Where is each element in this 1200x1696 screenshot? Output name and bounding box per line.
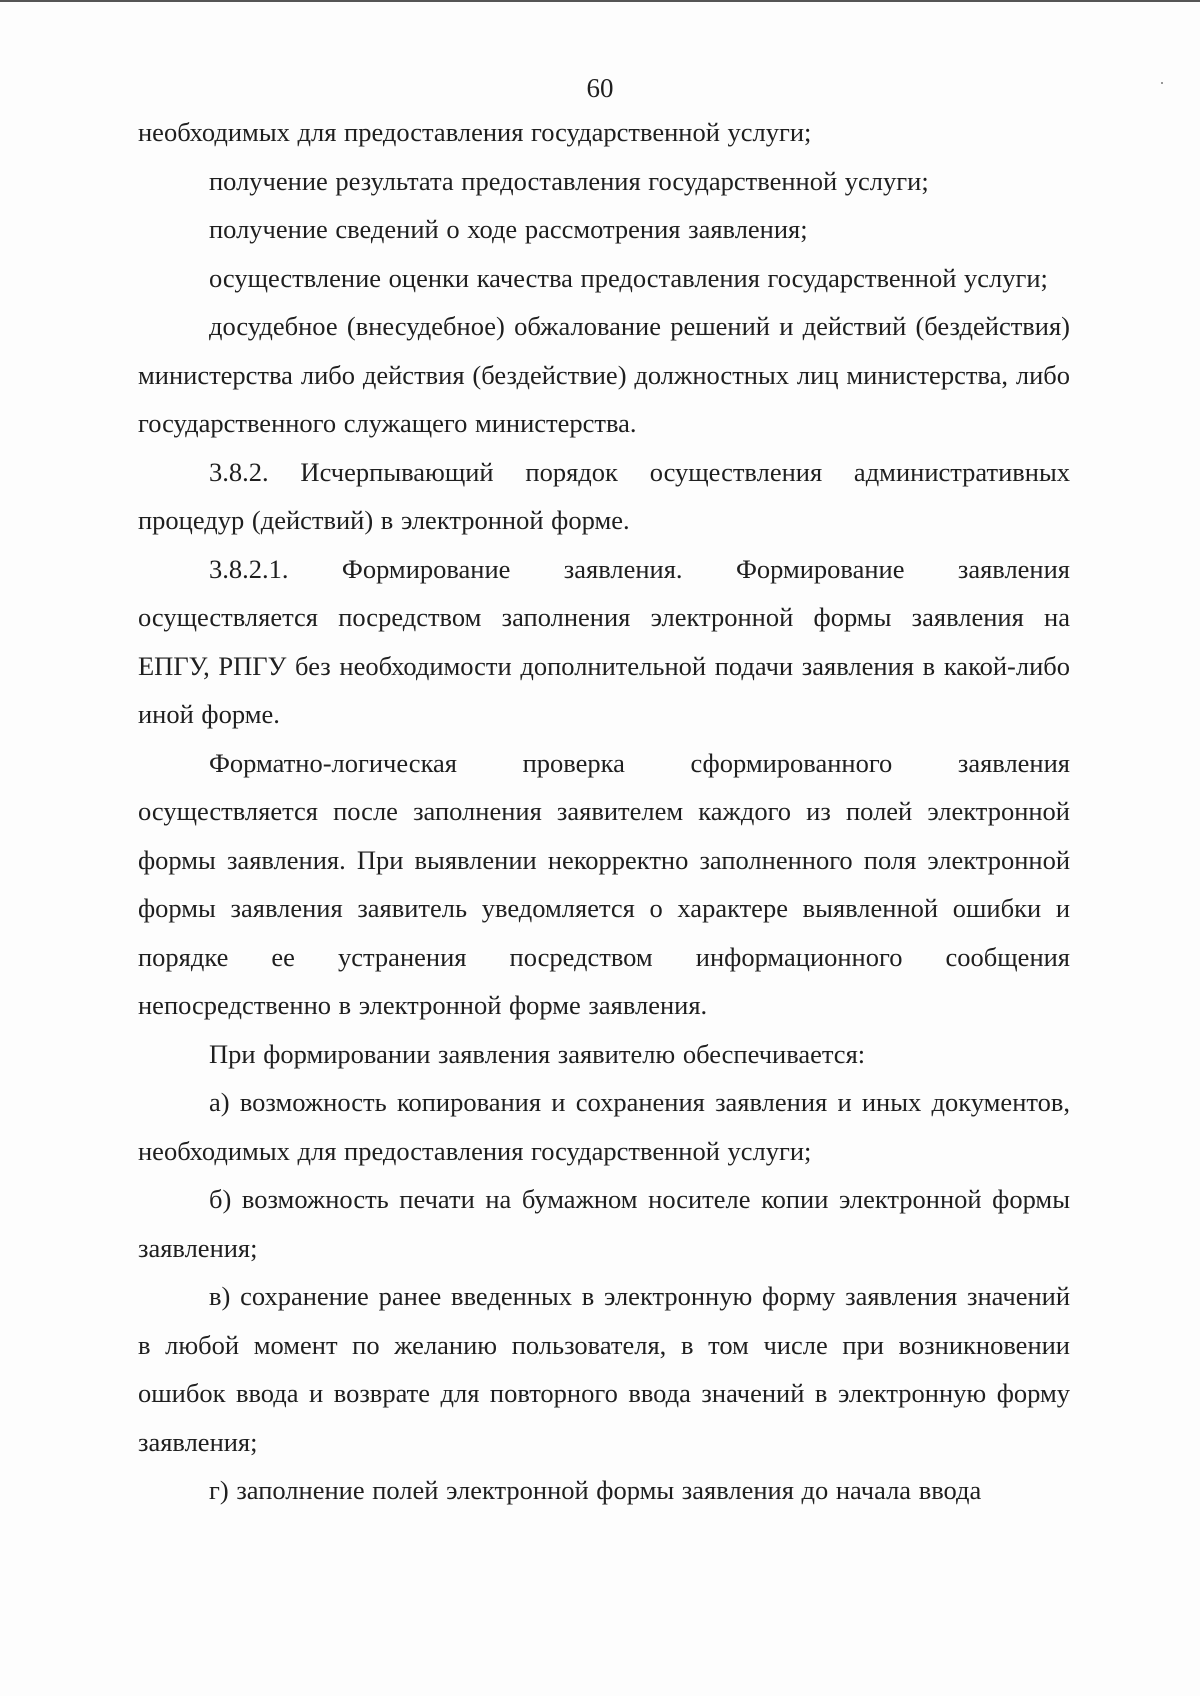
list-item-v: в) сохранение ранее введенных в электронную форму заявления значений в любой момент по желанию пользователя, в том числе при возникновении ошибок ввода и возврате для повторного ввода значений в электронную форму заявления; <box>138 1281 1070 1457</box>
paragraph-format-check: Форматно-логическая проверка сформированного заявления осуществляется после заполнения заявителем каждого из полей электронной формы заявления. При выявлении некорректно заполненного поля электронной формы заявления заявитель уведомляется о характере выявленной ошибки и порядке ее устранения посредством информационного сообщения непосредственно в электронной форме заявления. <box>138 747 1070 1020</box>
paragraph-provisions-intro: При формировании заявления заявителю обеспечивается: <box>209 1038 866 1069</box>
page-top-border <box>0 0 1200 2</box>
list-item-g: г) заполнение полей электронной формы заявления до начала ввода <box>209 1475 982 1505</box>
list-item-b: б) возможность печати на бумажном носителе копии электронной формы заявления; <box>138 1184 1070 1263</box>
paragraph-section-3-8-2-1: 3.8.2.1. Формирование заявления. Формирование заявления осуществляется посредством заполнения электронной формы заявления на ЕПГУ, РПГУ без необходимости дополнительной подачи заявления в какой-либо иной форме. <box>138 553 1070 729</box>
paragraph-continuation: необходимых для предоставления государственной услуги; <box>138 117 812 147</box>
paragraph-pretrial-appeal: досудебное (внесудебное) обжалование решений и действий (бездействия) министерства либо действия (бездействие) должностных лиц министерства, либо государственного служащего министерства. <box>138 311 1070 438</box>
paragraph-quality-assessment: осуществление оценки качества предоставления государственной услуги; <box>209 262 1048 293</box>
page-number: 60 <box>586 73 614 103</box>
paragraph-section-3-8-2: 3.8.2. Исчерпывающий порядок осуществления административных процедур (действий) в электронной форме. <box>138 456 1070 535</box>
document-body <box>138 108 1070 1515</box>
paragraph-result-receipt: получение результата предоставления государственной услуги; <box>209 165 929 196</box>
list-item-a: а) возможность копирования и сохранения заявления и иных документов, необходимых для предоставления государственной услуги; <box>138 1087 1070 1166</box>
paragraph-status-info: получение сведений о ходе рассмотрения заявления; <box>209 214 808 244</box>
